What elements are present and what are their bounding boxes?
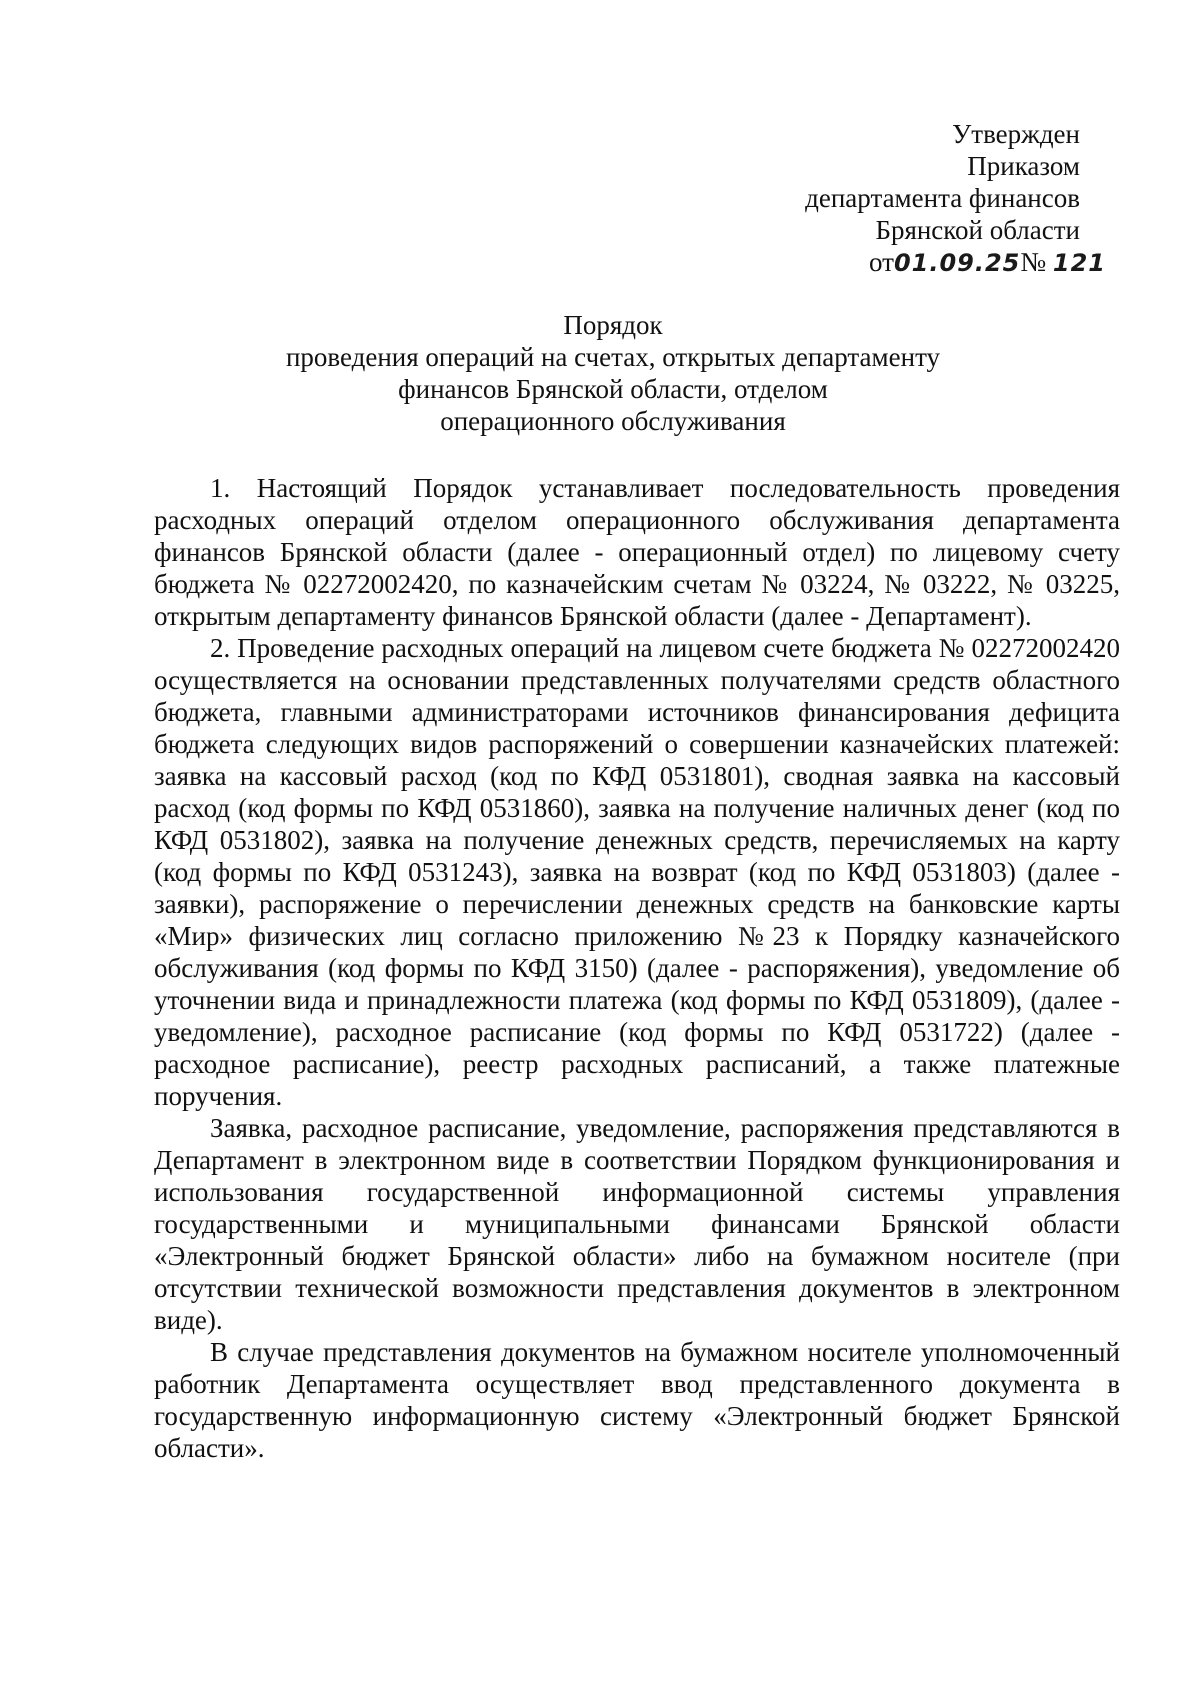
- approval-stamp-block: [805, 118, 1106, 279]
- paragraph-3: Заявка, расходное расписание, уведомление, распоряжения представляются в Департамент в электронном виде в соответствии Порядком функционирования и использования государственной информационной системы управления государственными и муниципальными финансами Брянской области «Электронный бюджет Брянской области» либо на бумажном носителе (при отсутствии технической возможности представления документов в электронном виде).: [154, 1113, 1120, 1335]
- approval-line-order: Приказом: [967, 151, 1080, 181]
- number-prefix: №: [1020, 247, 1047, 277]
- title-line-2: проведения операций на счетах, открытых департаменту: [285, 342, 941, 372]
- document-title: [150, 309, 1076, 437]
- title-line-1: Порядок: [563, 310, 663, 340]
- handwritten-number: 121: [1052, 249, 1106, 277]
- paragraph-4: В случае представления документов на бумажном носителе уполномоченный работник Департамента осуществляет ввод представленного документа в государственную информационную систему «Электронный бюджет Брянской области».: [154, 1337, 1120, 1463]
- title-line-3: финансов Брянской области, отделом: [398, 374, 828, 404]
- handwritten-date: 01.09.25: [893, 249, 1021, 277]
- paragraph-1: 1. Настоящий Порядок устанавливает последовательность проведения расходных операций отделом операционного обслуживания департамента финансов Брянской области (далее - операционный отдел) по лицевому счету бюджета № 02272002420, по казначейским счетам № 03224, № 03222, № 03225, открытым департаменту финансов Брянской области (далее - Департамент).: [154, 473, 1120, 631]
- document-body: [154, 472, 1120, 1464]
- date-prefix: от: [868, 247, 894, 277]
- paragraph-2: 2. Проведение расходных операций на лицевом счете бюджета № 02272002420 осуществляется на основании представленных получателями средств областного бюджета, главными администраторами источников финансирования дефицита бюджета следующих видов распоряжений о совершении казначейских платежей: заявка на кассовый расход (код по КФД 0531801), сводная заявка на кассовый расход (код формы по КФД 0531860), заявка на получение наличных денег (код по КФД 0531802), заявка на получение денежных средств, перечисляемых на карту (код формы по КФД 0531243), заявка на возврат (код по КФД 0531803) (далее - заявки), распоряжение о перечислении денежных средств на банковские карты «Мир» физических лиц согласно приложению №23 к Порядку казначейского обслуживания (код формы по КФД 3150) (далее - распоряжения), уведомление об уточнении вида и принадлежности платежа (код формы по КФД 0531809), (далее - уведомление), расходное расписание (код формы по КФД 0531722) (далее - расходное расписание), реестр расходных расписаний, а также платежные поручения.: [154, 633, 1120, 1111]
- approval-line-approved: Утвержден: [952, 119, 1080, 149]
- approval-date-number: [805, 246, 1106, 279]
- title-line-4: операционного обслуживания: [440, 406, 786, 436]
- approval-line-department: департамента финансов: [805, 183, 1080, 213]
- approval-line-region: Брянской области: [875, 215, 1080, 245]
